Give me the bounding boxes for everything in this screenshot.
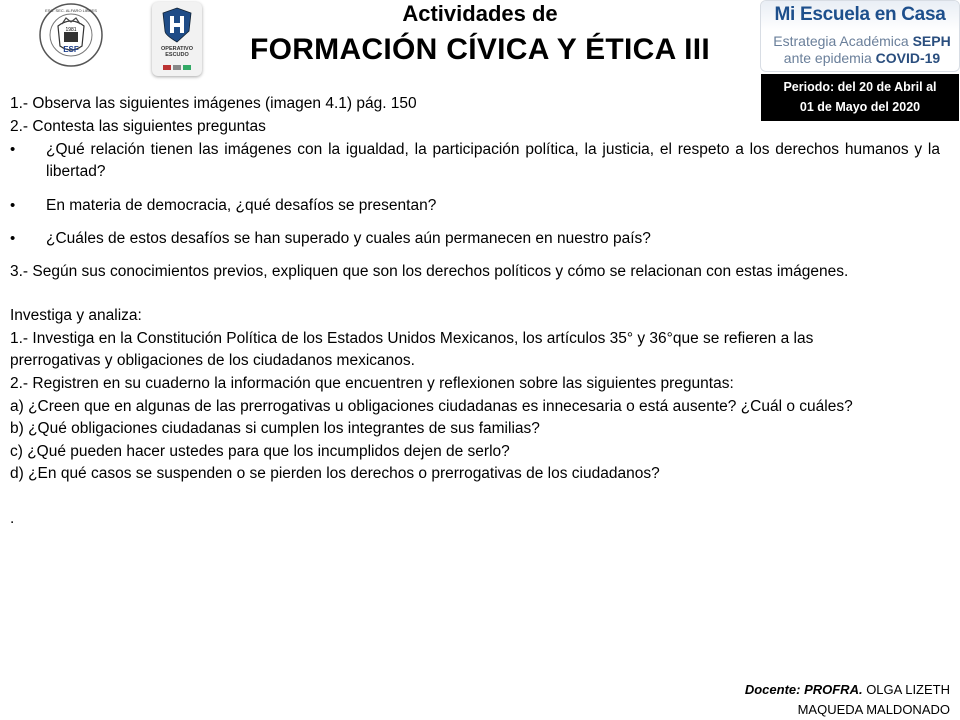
docente-label: Docente: PROFRA. — [744, 682, 863, 697]
question-c: c) ¿Qué pueden hacer ustedes para que los incumplidos dejen de serlo? — [10, 443, 510, 460]
trailing-dot: . — [10, 510, 15, 527]
mi-escuela-subtitle-2 — [767, 50, 957, 67]
docente-name-2: MAQUEDA MALDONADO — [797, 702, 950, 717]
school-seal-ring-text: ESC. SEC. ALFARO LIBRES — [45, 8, 97, 13]
small-seals-icon — [162, 64, 192, 71]
instruction-3: 3.- Según sus conocimientos previos, expliquen que son los derechos políticos y cómo se relacionan con estas imágenes. — [10, 263, 849, 280]
sub1-strong: SEPH — [912, 33, 951, 49]
question-d: d) ¿En qué casos se suspenden o se pierden los derechos o prerrogativas de los ciudadanos? — [10, 465, 660, 482]
bullet-question-2: En materia de democracia, ¿qué desafíos se presentan? — [46, 197, 437, 214]
investiga-item-2: 2.- Registren en su cuaderno la información que encuentren y reflexionen sobre las siguientes preguntas: — [10, 375, 734, 392]
periodo-line2: 01 de Mayo del 2020 — [799, 100, 921, 114]
sub1-text: Estrategia Académica — [773, 33, 913, 49]
shield-h-icon — [161, 7, 193, 43]
docente-line-1 — [640, 680, 950, 700]
bullet-marker: • — [10, 197, 16, 214]
investiga-item-1-line-1: 1.- Investiga en la Constitución Política de los Estados Unidos Mexicanos, los artículos 35° y 36°que se refieren a las — [10, 330, 814, 347]
title-activities: Actividades de — [402, 1, 558, 26]
page-title: FORMACIÓN CÍVICA Y ÉTICA III — [249, 33, 711, 66]
mi-escuela-subtitle-1 — [767, 33, 957, 50]
sub2-strong: COVID-19 — [875, 50, 941, 66]
bullet-question-1: ¿Qué relación tienen las imágenes con la igualdad, la participación política, la justicia, el respeto a los derechos humanos y la libertad? — [46, 141, 940, 180]
periodo-line1: Periodo: del 20 de Abril al — [783, 80, 937, 94]
periodo-box — [761, 74, 959, 121]
instruction-1: 1.- Observa las siguientes imágenes (imagen 4.1) pág. 150 — [10, 95, 417, 112]
operativo-line1: OPERATIVO — [161, 46, 193, 52]
docente-name-1: OLGA LIZETH — [862, 682, 950, 697]
question-a: a) ¿Creen que en algunas de las prerrogativas u obligaciones ciudadanas es innecesaria o está ausente? ¿Cuál o cuáles? — [10, 398, 853, 415]
operativo-line2: ESCUDO — [165, 52, 189, 58]
investiga-heading: Investiga y analiza: — [10, 307, 142, 324]
mi-escuela-logo — [760, 0, 960, 72]
school-seal-year: 1981 — [65, 27, 77, 33]
instruction-2: 2.- Contesta las siguientes preguntas — [10, 118, 266, 135]
docente-signature — [640, 680, 950, 720]
school-seal-icon — [38, 2, 104, 68]
school-seal-letters: ESF — [63, 45, 79, 54]
bullet-marker: • — [10, 141, 16, 158]
sub2-text: ante epidemia — [783, 50, 876, 66]
investiga-item-1-line-2: prerrogativas y obligaciones de los ciudadanos mexicanos. — [10, 352, 415, 369]
question-b: b) ¿Qué obligaciones ciudadanas si cumplen los integrantes de sus familias? — [10, 420, 540, 437]
mi-escuela-title: Mi Escuela en Casa — [774, 4, 946, 25]
bullet-question-3: ¿Cuáles de estos desafíos se han superado y cuales aún permanecen en nuestro país? — [46, 230, 651, 247]
bullet-marker: • — [10, 230, 16, 247]
operativo-escudo-logo — [152, 2, 202, 76]
